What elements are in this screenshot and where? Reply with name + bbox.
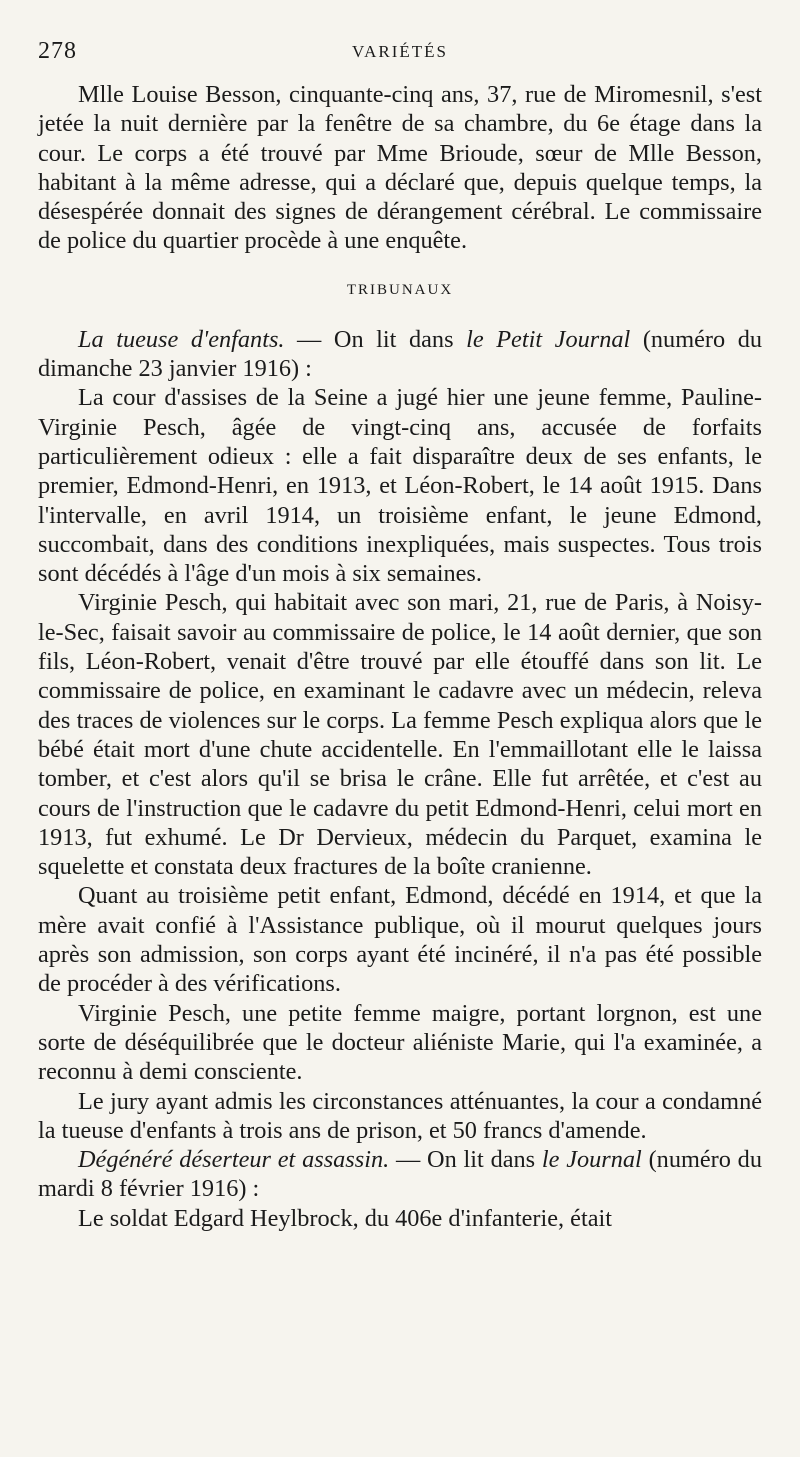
body-text — [38, 80, 762, 1233]
article-title: La tueuse d'enfants. — [78, 325, 285, 353]
paragraph-verdict: Le jury ayant admis les circonstances atténuantes, la cour a condamné la tueuse d'enfants à trois ans de prison, et 50 francs d'amende. — [38, 1087, 762, 1144]
page-number: 278 — [38, 38, 77, 64]
running-title: VARIÉTÉS — [352, 42, 448, 61]
paragraph-article-intro-2 — [38, 1145, 762, 1204]
article-intro-rest: (numéro du mardi 8 février 1916) : — [38, 1146, 762, 1203]
paragraph-investigation: Virginie Pesch, qui habitait avec son mari, 21, rue de Paris, à Noisy-le-Sec, faisait savoir au commissaire de police, le 14 août dernier, que son fils, Léon-Robert, venait d'être trouvé par elle étouffé dans son lit. Le commissaire de police, en examinant le cadavre avec un médecin, releva des traces de violences sur le corps. La femme Pesch expliqua alors que le bébé était mort d'une chute accidentelle. En l'emmaillotant elle le laissa tomber, et c'est alors qu'il se brisa le crâne. Elle fut arrêtée, et c'est au cours de l'instruction que le cadavre du petit Edmond-Henri, celui mort en 1913, fut exhumé. Le Dr Dervieux, médecin du Parquet, examina le squelette et constata deux fractures de la boîte cranienne. — [38, 589, 762, 881]
page-header — [38, 38, 762, 68]
paragraph-suicide-report: Mlle Louise Besson, cinquante-cinq ans, 37, rue de Miromesnil, s'est jetée la nuit dernière par la fenêtre de sa chambre, du 6e étage dans la cour. Le corps a été trouvé par Mme Brioude, sœur de Mlle Besson, habitant à la même adresse, qui a déclaré que, depuis quelque temps, la désespérée donnait des signes de dérangement cérébral. Le commissaire de police du quartier procède à une enquête. — [38, 81, 762, 255]
paragraph-description: Virginie Pesch, une petite femme maigre, portant lorgnon, est une sorte de déséquilibrée que le docteur aliéniste Marie, qui l'a examinée, a reconnu à demi consciente. — [38, 999, 762, 1086]
paragraph-court-case: La cour d'assises de la Seine a jugé hier une jeune femme, Pauline-Virginie Pesch, âgée de vingt-cinq ans, accusée de forfaits particulièrement odieux : elle a fait disparaître deux de ses enfants, le premier, Edmond-Henri, en 1913, et Léon-Robert, le 14 août 1915. Dans l'intervalle, en avril 1914, un troisième enfant, le jeune Edmond, succombait, dans des conditions inexpliquées, mais suspectes. Tous trois sont décédés à l'âge d'un mois à six semaines. — [38, 384, 762, 588]
section-heading: TRIBUNAUX — [346, 281, 454, 298]
paragraph-article-intro-1 — [38, 325, 762, 384]
article-intro-rest: (numéro du dimanche 23 janvier 1916) : — [38, 325, 762, 383]
paragraph-soldier: Le soldat Edgard Heylbrock, du 406e d'infanterie, était — [78, 1204, 612, 1232]
article-intro-mid: — On lit dans — [284, 325, 467, 353]
newspaper-name: le Journal — [541, 1146, 642, 1174]
article-intro-mid: — On lit dans — [389, 1146, 542, 1174]
paragraph-third-child: Quant au troisième petit enfant, Edmond, décédé en 1914, et que la mère avait confié à l'Assistance publique, où il mourut quelques jours après son admission, son corps ayant été incinéré, il n'a pas été possible de procéder à des vérifications. — [38, 882, 762, 998]
newspaper-name: le Petit Journal — [466, 325, 631, 353]
article-title: Dégénéré déserteur et assassin. — [78, 1146, 390, 1174]
